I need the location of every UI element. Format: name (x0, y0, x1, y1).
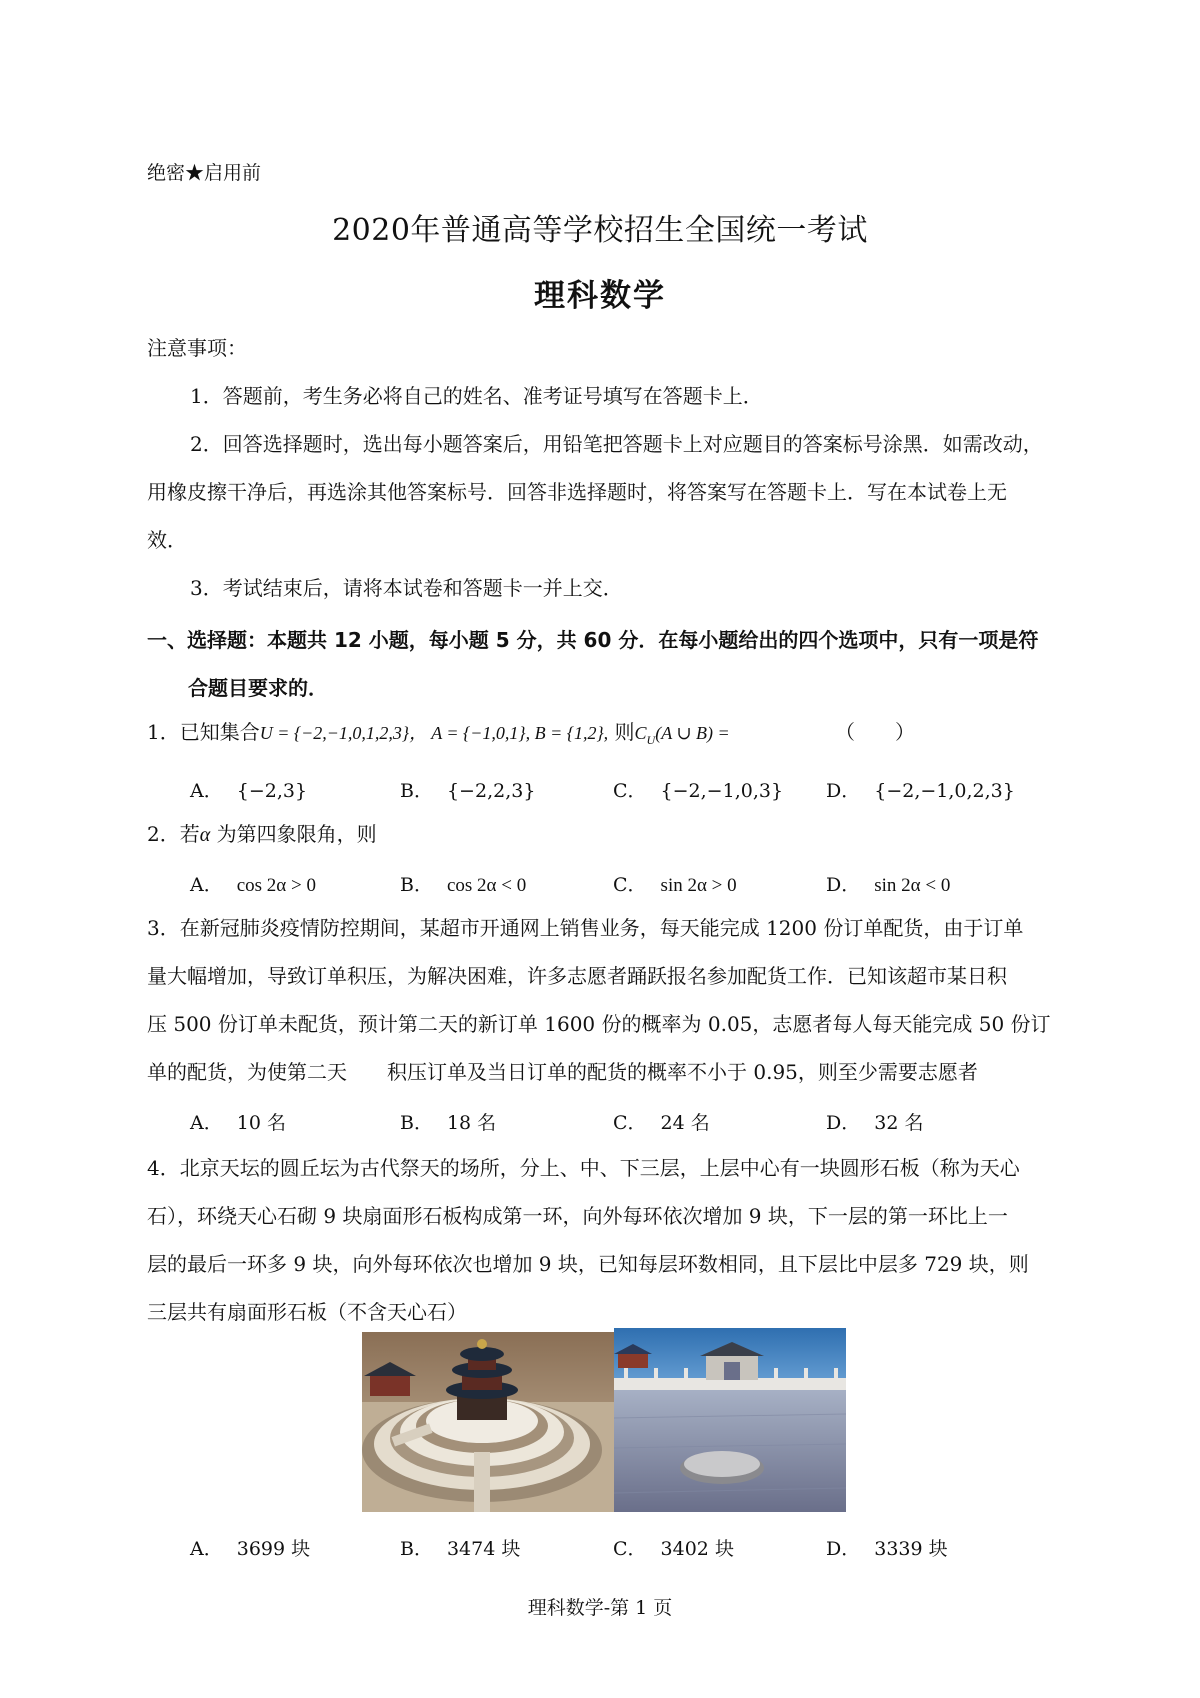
section-1-heading-line-2: 合题目要求的． (188, 676, 328, 700)
q3-line-3: 压 500 份订单未配货，预计第二天的新订单 1600 份的概率为 0.05，志愿者每人每天能完成 50 份订 (147, 1012, 1051, 1036)
q1-answer-blank: （ ） (835, 720, 915, 744)
section-1-heading-line-1: 一、选择题：本题共 12 小题，每小题 5 分，共 60 分．在每小题给出的四个选项中，只有一项是符 (147, 628, 1039, 652)
note-2-line-3: 效． (147, 528, 187, 552)
q2-option-a: A． cos 2α > 0 (190, 874, 316, 896)
q3-option-b: B． 18 名 (400, 1112, 497, 1134)
q1-complement-sub: U (646, 733, 656, 747)
q2-alpha: α (199, 824, 211, 846)
q1-stem-mid: 则 (608, 720, 635, 744)
exam-title: 2020年普通高等学校招生全国统一考试 (332, 213, 868, 248)
q1-complement: C (634, 723, 647, 743)
tiantan-model-photo (362, 1332, 614, 1512)
heart-stone-photo (614, 1328, 846, 1512)
q4-option-a: A． 3699 块 (190, 1538, 311, 1560)
question-1-stem (147, 720, 730, 752)
q4-option-d: D． 3339 块 (826, 1538, 948, 1560)
q2-option-b: B． cos 2α < 0 (400, 874, 527, 896)
q1-option-a: A． {−2,3} (190, 780, 308, 802)
q1-stem-prefix: 1．已知集合 (147, 720, 260, 744)
note-2-line-2: 用橡皮擦干净后，再选涂其他答案标号．回答非选择题时，将答案写在答题卡上．写在本试卷上无 (147, 480, 1007, 504)
q3-line-2: 量大幅增加，导致订单积压，为解决困难，许多志愿者踊跃报名参加配货工作．已知该超市某日积 (147, 964, 1007, 988)
q4-line-1: 4．北京天坛的圆丘坛为古代祭天的场所，分上、中、下三层，上层中心有一块圆形石板（称为天心 (147, 1156, 1020, 1180)
q1-option-c: C． {−2,−1,0,3} (613, 780, 784, 802)
page-footer: 理科数学-第 1 页 (527, 1597, 673, 1619)
q4-line-2: 石），环绕天心石砌 9 块扇面形石板构成第一环，向外每环依次增加 9 块，下一层的第一环比上一 (147, 1204, 1008, 1228)
q1-sets: U = {−2,−1,0,1,2,3}， A = {−1,0,1}, B = {1,2}, (259, 723, 609, 743)
note-3: 3．考试结束后，请将本试卷和答题卡一并上交． (190, 576, 623, 600)
q3-option-d: D． 32 名 (826, 1112, 924, 1134)
q2-option-c: C． sin 2α > 0 (613, 874, 737, 896)
q4-option-c: C． 3402 块 (613, 1538, 734, 1560)
question-2-stem: 2．若α 为第四象限角，则 (147, 822, 377, 846)
q1-option-b: B． {−2,2,3} (400, 780, 536, 802)
q3-line-4: 单的配货，为使第二天 积压订单及当日订单的配货的概率不小于 0.95，则至少需要志愿者 (147, 1060, 978, 1084)
q4-line-4: 三层共有扇面形石板（不含天心石） (147, 1300, 467, 1324)
q4-line-3: 层的最后一环多 9 块，向外每环依次也增加 9 块，已知每层环数相同，且下层比中层多 729 块，则 (147, 1252, 1029, 1276)
q1-option-d: D． {−2,−1,0,2,3} (826, 780, 1015, 802)
q1-union: (A ∪ B) = (655, 723, 730, 743)
note-2-line-1: 2．回答选择题时，选出每小题答案后，用铅笔把答题卡上对应题目的答案标号涂黑．如需改动， (190, 432, 1043, 456)
q2-option-d: D． sin 2α < 0 (826, 874, 951, 896)
exam-subtitle: 理科数学 (534, 278, 666, 314)
q3-option-a: A． 10 名 (190, 1112, 286, 1134)
notes-heading: 注意事项： (147, 336, 247, 360)
q3-line-1: 3．在新冠肺炎疫情防控期间，某超市开通网上销售业务，每天能完成 1200 份订单配货，由于订单 (147, 916, 1024, 940)
secret-mark: 绝密★启用前 (147, 162, 262, 184)
q4-option-b: B． 3474 块 (400, 1538, 521, 1560)
note-1: 1．答题前，考生务必将自己的姓名、准考证号填写在答题卡上． (190, 384, 763, 408)
q3-option-c: C． 24 名 (613, 1112, 710, 1134)
